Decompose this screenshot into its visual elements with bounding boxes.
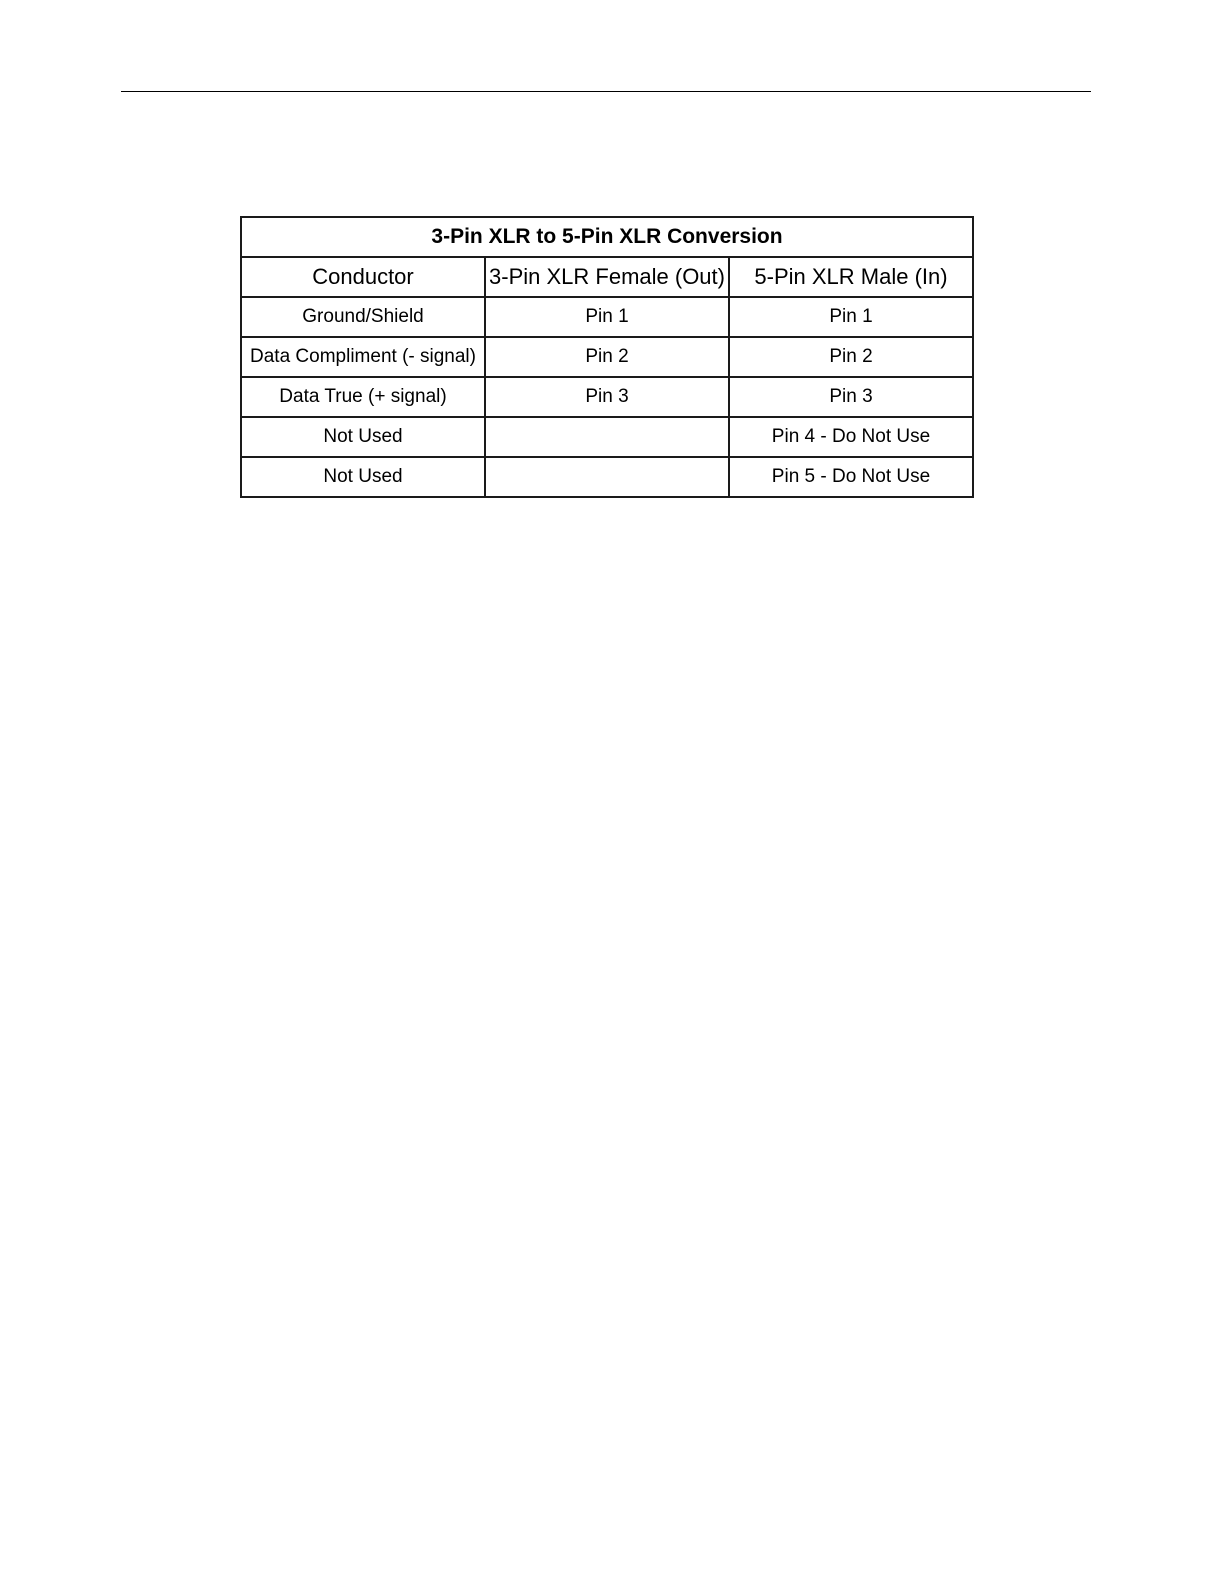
table-header-row: [241, 257, 973, 297]
female-pin-cell: Pin 3: [485, 377, 729, 417]
table-row: [241, 417, 973, 457]
conductor-cell: Ground/Shield: [241, 297, 485, 337]
table-row: [241, 297, 973, 337]
male-pin-cell: Pin 5 - Do Not Use: [729, 457, 973, 497]
conductor-cell: Not Used: [241, 417, 485, 457]
header-rule: [121, 91, 1091, 92]
table-row: [241, 457, 973, 497]
table-row: [241, 377, 973, 417]
male-pin-cell: Pin 2: [729, 337, 973, 377]
male-pin-cell: Pin 1: [729, 297, 973, 337]
female-pin-cell: Pin 2: [485, 337, 729, 377]
male-pin-cell: Pin 3: [729, 377, 973, 417]
table-title: 3-Pin XLR to 5-Pin XLR Conversion: [241, 217, 973, 257]
conductor-cell: Not Used: [241, 457, 485, 497]
conversion-table-container: [240, 216, 972, 498]
female-pin-cell: [485, 457, 729, 497]
table-row: [241, 337, 973, 377]
column-header-3pin-female: 3-Pin XLR Female (Out): [485, 257, 729, 297]
female-pin-cell: Pin 1: [485, 297, 729, 337]
conversion-table: [240, 216, 974, 498]
table-title-row: [241, 217, 973, 257]
column-header-conductor: Conductor: [241, 257, 485, 297]
conductor-cell: Data Compliment (- signal): [241, 337, 485, 377]
conductor-cell: Data True (+ signal): [241, 377, 485, 417]
male-pin-cell: Pin 4 - Do Not Use: [729, 417, 973, 457]
female-pin-cell: [485, 417, 729, 457]
column-header-5pin-male: 5-Pin XLR Male (In): [729, 257, 973, 297]
